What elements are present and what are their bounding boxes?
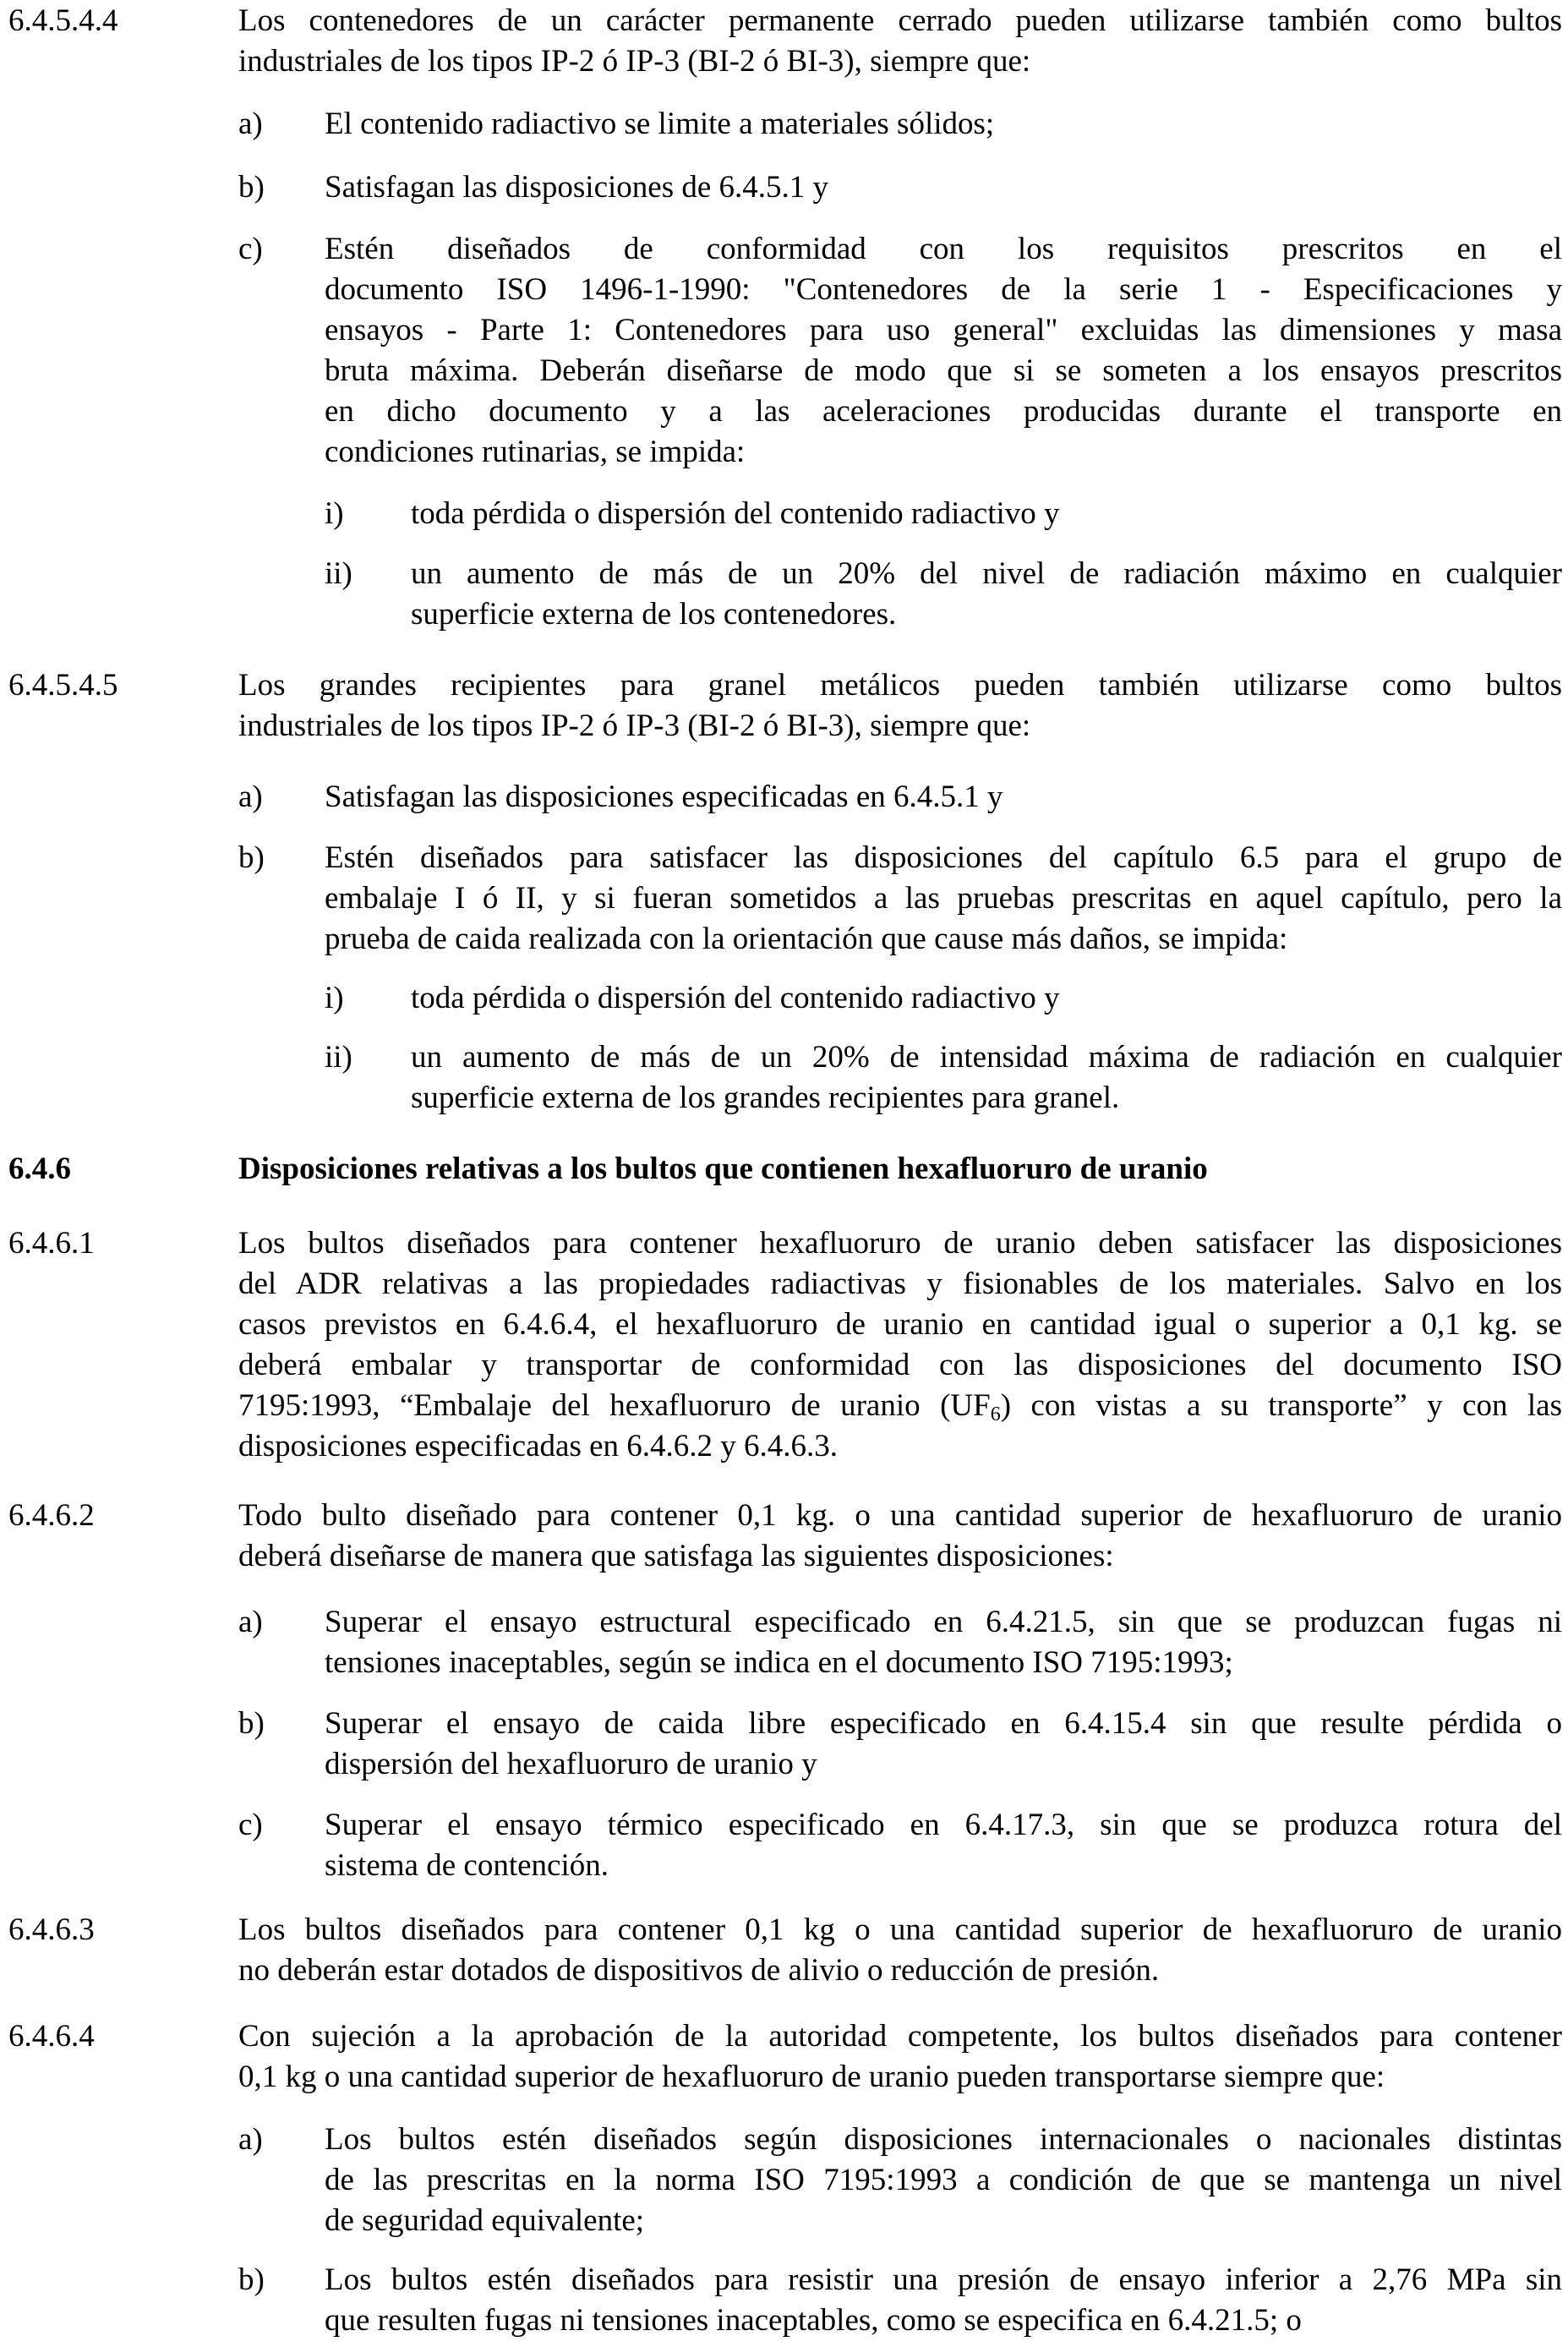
heading-title: Disposiciones relativas a los bultos que contienen hexafluoruro de uranio: [238, 1152, 1208, 1186]
list-item-line: Los bultos estén diseñados según disposiciones internacionales o nacionales distintas: [325, 2122, 1562, 2157]
list-item-line: Superar el ensayo térmico especificado en 6.4.17.3, sin que se produzca rotura del: [325, 1808, 1562, 1842]
clause-number: 6.4.6.4: [8, 2019, 95, 2054]
list-item-line: tensiones inaceptables, según se indica en el documento ISO 7195:1993;: [325, 1645, 1233, 1680]
list-marker: b): [238, 840, 265, 875]
list-marker: c): [238, 1808, 263, 1842]
list-item-line: ensayos - Parte 1: Contenedores para uso general" excluidas las dimensiones y masa: [325, 313, 1562, 347]
paragraph-line: industriales de los tipos IP-2 ó IP-3 (BI-2 ó BI-3), siempre que:: [238, 708, 1031, 743]
list-marker: a): [238, 107, 263, 141]
clause-number: 6.4.5.4.5: [8, 668, 118, 703]
paragraph-line: Los contenedores de un carácter permanente cerrado pueden utilizarse también como bultos: [238, 3, 1562, 38]
list-marker: a): [238, 1605, 263, 1639]
sublist-marker: ii): [325, 1040, 352, 1075]
sublist-item: toda pérdida o dispersión del contenido radiactivo y: [411, 496, 1060, 531]
list-item-line: de seguridad equivalente;: [325, 2203, 645, 2238]
sublist-marker: i): [325, 981, 344, 1015]
list-marker: b): [238, 1706, 265, 1741]
list-item-line: prueba de caida realizada con la orientación que cause más daños, se impida:: [325, 922, 1288, 956]
list-item: Satisfagan las disposiciones especificadas en 6.4.5.1 y: [325, 780, 1003, 814]
paragraph-line: 0,1 kg o una cantidad superior de hexafluoruro de uranio pueden transportarse siempre que:: [238, 2060, 1385, 2094]
sublist-marker: i): [325, 496, 344, 531]
paragraph-line: casos previstos en 6.4.6.4, el hexafluoruro de uranio en cantidad igual o superior a 0,1 kg. se: [238, 1307, 1562, 1342]
subscript: 6: [990, 1403, 1001, 1425]
sublist-item-line: un aumento de más de un 20% de intensidad máxima de radiación en cualquier: [411, 1040, 1562, 1075]
list-marker: b): [238, 170, 265, 205]
list-item-line: Estén diseñados para satisfacer las disposiciones del capítulo 6.5 para el grupo de: [325, 840, 1562, 875]
paragraph-line: Todo bulto diseñado para contener 0,1 kg. o una cantidad superior de hexafluoruro de uranio: [238, 1498, 1562, 1533]
list-item-line: bruta máxima. Deberán diseñarse de modo que si se someten a los ensayos prescritos: [325, 353, 1562, 388]
list-item-line: embalaje I ó II, y si fueran sometidos a las pruebas prescritas en aquel capítulo, pero la: [325, 881, 1562, 916]
sublist-item-line: superficie externa de los grandes recipientes para granel.: [411, 1080, 1120, 1115]
paragraph-line: deberá diseñarse de manera que satisfaga las siguientes disposiciones:: [238, 1539, 1114, 1573]
paragraph-line: no deberán estar dotados de dispositivos de alivio o reducción de presión.: [238, 1953, 1160, 1988]
paragraph-line: del ADR relativas a las propiedades radiactivas y fisionables de los materiales. Salvo en los: [238, 1267, 1562, 1301]
list-item-line: de las prescritas en la norma ISO 7195:1993 a condición de que se mantenga un nivel: [325, 2163, 1562, 2197]
list-item: El contenido radiactivo se limite a materiales sólidos;: [325, 107, 995, 141]
list-item-line: sistema de contención.: [325, 1848, 609, 1883]
list-item-line: condiciones rutinarias, se impida:: [325, 435, 746, 469]
sublist-item-line: un aumento de más de un 20% del nivel de radiación máximo en cualquier: [411, 556, 1562, 591]
sublist-item: toda pérdida o dispersión del contenido radiactivo y: [411, 981, 1060, 1015]
list-item-line: Estén diseñados de conformidad con los requisitos prescritos en el: [325, 232, 1562, 266]
list-item-line: Superar el ensayo estructural especificado en 6.4.21.5, sin que se produzcan fugas ni: [325, 1605, 1562, 1639]
list-item: Satisfagan las disposiciones de 6.4.5.1 y: [325, 170, 829, 205]
list-marker: a): [238, 2122, 263, 2157]
list-item-line: Superar el ensayo de caida libre especificado en 6.4.15.4 sin que resulte pérdida o: [325, 1706, 1562, 1741]
list-marker: b): [238, 2262, 265, 2297]
list-marker: c): [238, 232, 263, 266]
paragraph-line: industriales de los tipos IP-2 ó IP-3 (BI-2 ó BI-3), siempre que:: [238, 44, 1031, 79]
clause-number: 6.4.6.1: [8, 1226, 95, 1261]
paragraph-line: Los bultos diseñados para contener 0,1 kg o una cantidad superior de hexafluoruro de uranio: [238, 1912, 1562, 1947]
clause-number: 6.4.6.3: [8, 1912, 95, 1947]
list-item-line: dispersión del hexafluoruro de uranio y: [325, 1747, 817, 1781]
paragraph-line: Los grandes recipientes para granel metálicos pueden también utilizarse como bultos: [238, 668, 1562, 703]
list-marker: a): [238, 780, 263, 814]
paragraph-line: disposiciones especificadas en 6.4.6.2 y 6.4.6.3.: [238, 1429, 839, 1463]
clause-number: 6.4.5.4.4: [8, 3, 118, 38]
heading-number: 6.4.6: [8, 1152, 71, 1186]
paragraph-line: [238, 1385, 1562, 1426]
list-item-line: documento ISO 1496-1-1990: "Contenedores de la serie 1 - Especificaciones y: [325, 272, 1562, 307]
text-run: ) con vistas a su transporte” y con las: [1000, 1388, 1562, 1423]
paragraph-line: deberá embalar y transportar de conformidad con las disposiciones del documento ISO: [238, 1348, 1562, 1382]
text-run: 7195:1993, “Embalaje del hexafluoruro de uranio (UF: [238, 1388, 991, 1423]
sublist-marker: ii): [325, 556, 352, 591]
paragraph-line: Los bultos diseñados para contener hexafluoruro de uranio deben satisfacer las disposiciones: [238, 1226, 1562, 1261]
clause-number: 6.4.6.2: [8, 1498, 95, 1533]
list-item-line: en dicho documento y a las aceleraciones producidas durante el transporte en: [325, 394, 1562, 429]
list-item-line: que resulten fugas ni tensiones inaceptables, como se especifica en 6.4.21.5; o: [325, 2303, 1302, 2338]
paragraph-line: Con sujeción a la aprobación de la autoridad competente, los bultos diseñados para contener: [238, 2019, 1562, 2054]
list-item-line: Los bultos estén diseñados para resistir una presión de ensayo inferior a 2,76 MPa sin: [325, 2262, 1562, 2297]
sublist-item-line: superficie externa de los contenedores.: [411, 597, 897, 632]
